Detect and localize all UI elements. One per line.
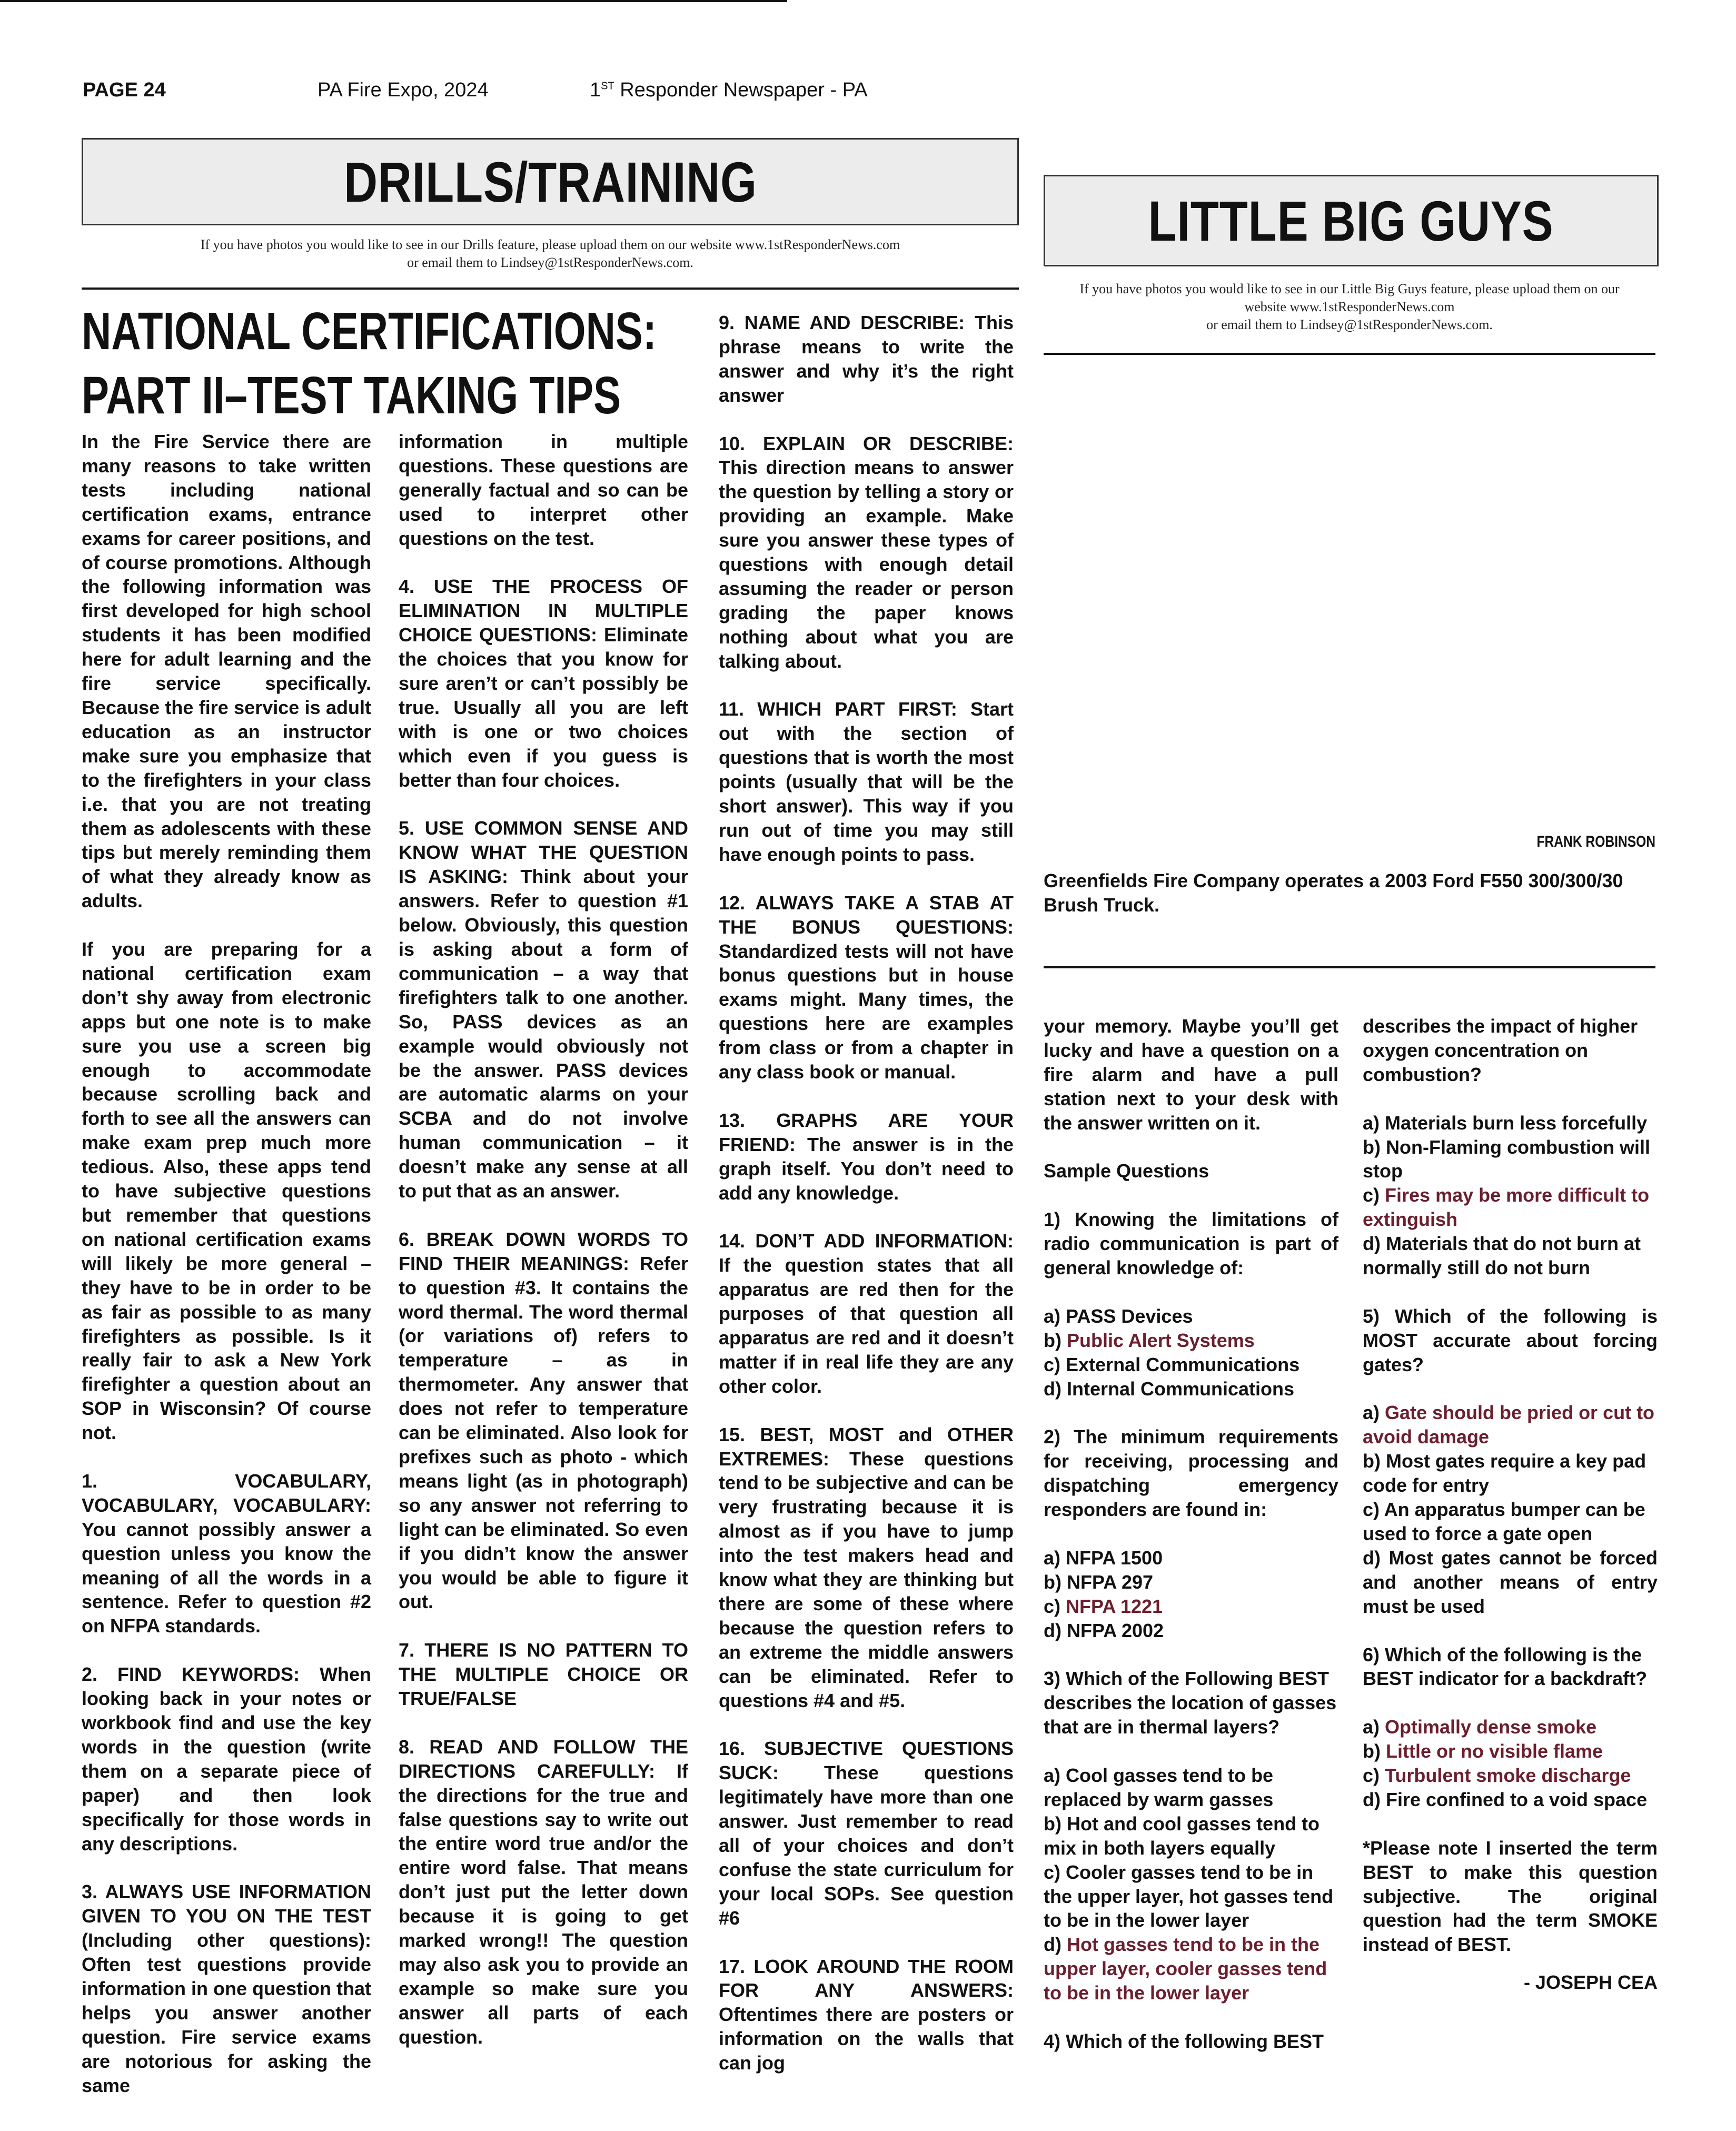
question-2: 2) The minimum requirements for receiving, processing and dispatching emergency responders are found in:	[1044, 1426, 1338, 1521]
article-title-line1: NATIONAL CERTIFICATIONS:	[82, 302, 657, 361]
paragraph: information in multiple questions. These questions are generally factual and so can be used to interpret other questions on the test.	[399, 431, 688, 549]
paragraph: 11. WHICH PART FIRST: Start out with the section of questions that is worth the most points (usually that will be the short answer). This way if you run out of time you may still have enough points to pass.	[719, 698, 1014, 865]
paragraph: 3. ALWAYS USE INFORMATION GIVEN TO YOU ON THE TEST (Including other questions): Often test questions provide information in one question that helps you answer another question. Fire service exams are notorious for asking the same	[82, 1881, 371, 2096]
author-signature: - JOSEPH CEA	[1523, 1971, 1658, 1994]
paragraph: 2. FIND KEYWORDS: When looking back in your notes or workbook find and use the key words in the question (write them on a separate piece of paper) and then look specifically for those words in any descriptions.	[82, 1663, 371, 1855]
photo-credit: FRANK ROBINSON	[1536, 833, 1655, 850]
little-note-line3: or email them to Lindsey@1stResponderNews.com.	[1206, 317, 1493, 332]
sample-questions-heading: Sample Questions	[1044, 1160, 1209, 1182]
answer-highlight: Optimally dense smoke	[1385, 1716, 1597, 1738]
article-title	[82, 299, 657, 428]
answer-prefix: c)	[1044, 1595, 1066, 1617]
paper-name	[590, 79, 868, 102]
answer-option	[1363, 1715, 1658, 1739]
answer-option: d) Internal Communications	[1044, 1377, 1295, 1400]
question-6: 6) Which of the following is the BEST indicator for a backdraft?	[1363, 1643, 1648, 1690]
answer-option: b) Non-Flaming combustion will stop	[1363, 1136, 1650, 1182]
article-title-line2: PART II–TEST TAKING TIPS	[82, 366, 621, 425]
answer-option: a) NFPA 1500	[1044, 1547, 1163, 1569]
editor-note: *Please note I inserted the term BEST to make this question subjective. The original question had the term SMOKE instead of BEST.	[1363, 1837, 1658, 1956]
article-column-1	[82, 430, 371, 2122]
answer-highlight: Turbulent smoke discharge	[1385, 1765, 1631, 1787]
paragraph: 14. DON’T ADD INFORMATION: If the question states that all apparatus are red then for the purposes of that question all apparatus are red and it doesn’t matter if in real life they are any other color.	[719, 1230, 1014, 1397]
page-number: PAGE 24	[83, 79, 166, 101]
answer-option	[1044, 1594, 1338, 1619]
event-name: PA Fire Expo, 2024	[318, 79, 489, 101]
paper-suffix: Responder Newspaper - PA	[614, 79, 868, 101]
answer-option	[1363, 1763, 1658, 1788]
question-1-answers	[1044, 1304, 1338, 1401]
question-4-answers	[1363, 1111, 1658, 1280]
paragraph: 7. THERE IS NO PATTERN TO THE MULTIPLE CHOICE OR TRUE/FALSE	[399, 1639, 688, 1710]
answer-prefix: c)	[1363, 1184, 1385, 1206]
paragraph: 5. USE COMMON SENSE AND KNOW WHAT THE QUESTION IS ASKING: Think about your answers. Refer to question #1 below. Obviously, this question is asking about a form of communication – a way that firefighters talk to one another. So, PASS devices as an example would obviously not be the answer. PASS devices are automatic alarms on your SCBA and do not involve human communication – it doesn’t make any sense at all to put that as an answer.	[399, 817, 688, 1202]
answer-highlight: Hot gasses tend to be in the upper layer, cooler gasses tend to be in the lower layer	[1044, 1934, 1327, 2004]
answer-option	[1363, 1183, 1658, 1232]
paragraph: 13. GRAPHS ARE YOUR FRIEND: The answer is in the graph itself. You don’t need to add any knowledge.	[719, 1109, 1014, 1204]
answer-option: b) Most gates require a key pad code for entry	[1363, 1450, 1646, 1496]
paragraph: 8. READ AND FOLLOW THE DIRECTIONS CAREFULLY: If the directions for the true and false questions say to write out the entire word true and/or the entire word false. That means don’t just put the letter down because it is going to get marked wrong!! The question may also ask you to provide an example so make sure you answer all parts of each question.	[399, 1736, 688, 2048]
drills-banner-title: DRILLS/TRAINING	[343, 150, 757, 214]
paper-prefix: 1	[590, 79, 601, 101]
paragraph: 4. USE THE PROCESS OF ELIMINATION IN MULTIPLE CHOICE QUESTIONS: Eliminate the choices that you know for sure aren’t or can’t possibly be true. Usually all you are left with is one or two choices which even if you guess is better than four choices.	[399, 576, 688, 791]
answer-option: d) Fire confined to a void space	[1363, 1788, 1648, 1810]
answer-option	[1044, 1329, 1338, 1353]
question-5: 5) Which of the following is MOST accurate about forcing gates?	[1363, 1305, 1658, 1375]
paragraph: 16. SUBJECTIVE QUESTIONS SUCK: These questions legitimately have more than one answer. Just remember to read all of your choices and don’t confuse the state curriculum for your local SOPs. See question #6	[719, 1738, 1014, 1929]
answer-option: b) Hot and cool gasses tend to mix in both layers equally	[1044, 1812, 1320, 1859]
answer-prefix: b)	[1363, 1740, 1386, 1762]
answer-prefix: c)	[1363, 1765, 1385, 1787]
little-rule-top	[1044, 353, 1655, 355]
little-big-guys-title: LITTLE BIG GUYS	[1148, 189, 1554, 253]
paragraph: 17. LOOK AROUND THE ROOM FOR ANY ANSWERS: Oftentimes there are posters or information on the walls that can jog	[719, 1955, 1014, 2074]
answer-option: d) Most gates cannot be forced and another means of entry must be used	[1363, 1547, 1658, 1617]
answer-highlight: Fires may be more difficult to extinguish	[1363, 1184, 1650, 1231]
answer-prefix: b)	[1044, 1329, 1067, 1351]
answer-option: c) External Communications	[1044, 1353, 1300, 1375]
answer-prefix: d)	[1044, 1934, 1067, 1956]
answer-highlight: Little or no visible flame	[1385, 1740, 1603, 1762]
paragraph: In the Fire Service there are many reasons to take written tests including national certification exams, entrance exams for career positions, and of course promotions. Although the following information was first developed for high school students it has been modified here for adult learning and the fire service specifically. Because the fire service is adult education as an instructor make sure you emphasize that to the firefighters in your class i.e. that you are not treating them as adolescents with these tips but merely reminding them of what they already know as adults.	[82, 431, 371, 912]
answer-prefix: a)	[1363, 1402, 1385, 1424]
answer-option: c) Cooler gasses tend to be in the upper layer, hot gasses tend to be in the lower layer	[1044, 1861, 1334, 1931]
question-2-answers	[1044, 1546, 1338, 1643]
little-rule-bottom	[1044, 966, 1655, 968]
answer-highlight: Gate should be pried or cut to avoid damage	[1363, 1402, 1655, 1448]
drills-note-line2: or email them to Lindsey@1stResponderNews.com.	[407, 255, 693, 270]
question-4: 4) Which of the following BEST	[1044, 2030, 1324, 2052]
paragraph: 15. BEST, MOST and OTHER EXTREMES: These questions tend to be subjective and can be very frustrating because it is almost as if you have to jump into the test makers head and know what they are thinking but there are some of these where because the question refers to an extreme the middle answers can be eliminated. Refer to questions #4 and #5.	[719, 1423, 1014, 1711]
answer-option	[1363, 1739, 1658, 1763]
article-column-5	[1363, 1014, 1658, 1995]
answer-option: a) PASS Devices	[1044, 1305, 1193, 1327]
drills-rule	[82, 288, 1019, 290]
article-column-3	[719, 311, 1014, 2099]
answer-option: b) NFPA 297	[1044, 1571, 1154, 1593]
drills-banner	[82, 138, 1019, 225]
little-note	[1044, 280, 1655, 334]
little-big-guys-banner	[1044, 175, 1659, 266]
paragraph: describes the impact of higher oxygen concentration on combustion?	[1363, 1015, 1638, 1085]
answer-option: a) Cool gasses tend to be replaced by warm gasses	[1044, 1764, 1274, 1810]
article-column-2	[399, 430, 688, 2074]
answer-option: c) An apparatus bumper can be used to force a gate open	[1363, 1499, 1645, 1544]
paragraph: 6. BREAK DOWN WORDS TO FIND THEIR MEANINGS: Refer to question #3. It contains the word thermal. The word thermal (or variations of) refers to temperature – as in thermometer. Any answer that does not refer to temperature can be eliminated. Also look for prefixes such as photo - which means light (as in photograph) so any answer not referring to light can be eliminated. So even if you didn’t know the answer you would be able to figure it out.	[399, 1228, 688, 1613]
paragraph: If you are preparing for a national certification exam don’t shy away from electronic apps but one note is to make sure you use a screen big enough to accommodate because scrolling back and forth to see all the answers can make exam prep much more tedious. Also, these apps tend to have subjective questions but remember that questions on national certification exams will likely be more general – they have to be in order to be as fair as possible to as many firefighters as possible. Is it really fair to ask a New York firefighter a question about an SOP in Wisconsin? Of course not.	[82, 938, 371, 1444]
little-note-line2: website www.1stResponderNews.com	[1244, 299, 1455, 314]
paragraph: 1. VOCABULARY, VOCABULARY, VOCABULARY: You cannot possibly answer a question unless you know the meaning of all the words in a sentence. Refer to question #2 on NFPA standards.	[82, 1470, 371, 1637]
paragraph: 10. EXPLAIN OR DESCRIBE: This direction means to answer the question by telling a story or providing an example. Make sure you answer these types of questions with enough detail assuming the reader or person grading the paper knows nothing about what you are talking about.	[719, 432, 1014, 672]
answer-option: d) Materials that do not burn at normally still do not burn	[1363, 1233, 1641, 1279]
answer-option: a) Materials burn less forcefully	[1363, 1112, 1648, 1134]
header-rule	[0, 0, 787, 2]
drills-note-line1: If you have photos you would like to see in our Drills feature, please upload them on our website www.1stResponderNews.com	[200, 237, 900, 252]
photo-area	[1044, 363, 1655, 827]
paragraph: 9. NAME AND DESCRIBE: This phrase means to write the answer and why it’s the right answer	[719, 312, 1014, 406]
answer-highlight: Public Alert Systems	[1066, 1329, 1255, 1351]
little-note-line1: If you have photos you would like to see in our Little Big Guys feature, please upload them on our	[1079, 281, 1620, 296]
question-6-answers	[1363, 1715, 1658, 1812]
answer-highlight: NFPA 1221	[1066, 1595, 1163, 1617]
answer-option: d) NFPA 2002	[1044, 1619, 1164, 1641]
paragraph: 12. ALWAYS TAKE A STAB AT THE BONUS QUESTIONS: Standardized tests will not have bonus questions but in house exams might. Many times, the questions here are examples from class or from a chapter in any class book or manual.	[719, 891, 1014, 1083]
drills-note	[82, 236, 1019, 272]
article-column-4	[1044, 1014, 1338, 2078]
question-5-answers	[1363, 1401, 1658, 1618]
question-1: 1) Knowing the limitations of radio communication is part of general knowledge of:	[1044, 1208, 1338, 1279]
answer-prefix: a)	[1363, 1716, 1385, 1738]
question-3: 3) Which of the Following BEST describes the location of gasses that are in thermal layers?	[1044, 1668, 1337, 1738]
answer-option	[1044, 1932, 1338, 2005]
question-3-answers	[1044, 1763, 1338, 2005]
paragraph: your memory. Maybe you’ll get lucky and have a question on a fire alarm and have a pull station next to your desk with the answer written on it.	[1044, 1015, 1338, 1134]
photo-caption: Greenfields Fire Company operates a 2003 Ford F550 300/300/30 Brush Truck.	[1044, 870, 1623, 916]
paper-sup: ST	[601, 80, 614, 92]
answer-option	[1363, 1401, 1658, 1449]
